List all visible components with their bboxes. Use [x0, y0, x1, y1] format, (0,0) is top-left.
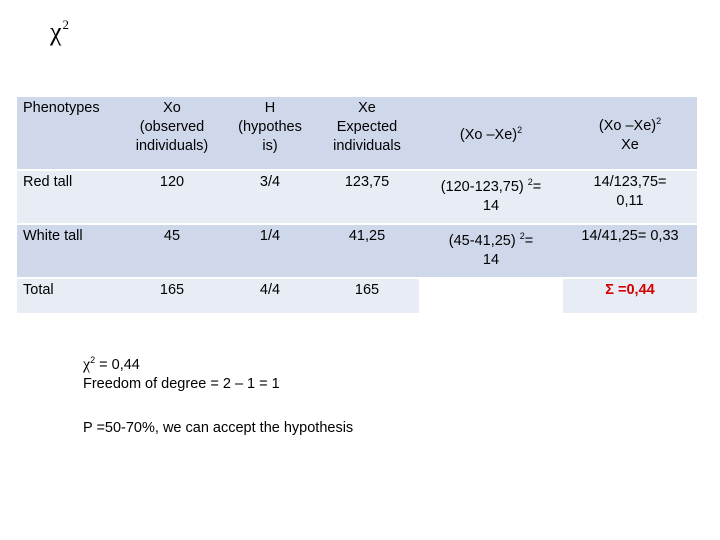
xe-cell: 123,75: [315, 170, 419, 224]
chi-symbol: χ: [50, 17, 62, 46]
phenotype-cell: White tall: [17, 224, 119, 278]
xe-cell: 41,25: [315, 224, 419, 278]
chi-result-line: $\chi^2 = 0,44$: [83, 355, 140, 373]
slide-title: [50, 10, 69, 47]
ratio-cell: 14/41,25= 0,33: [563, 224, 697, 278]
h-cell: 1/4: [225, 224, 315, 278]
table-row: [17, 224, 697, 278]
header-xo: Xo (observed individuals): [119, 97, 225, 170]
title-superscript: 2: [62, 17, 70, 32]
ratio-cell: 14/123,75= 0,11: [563, 170, 697, 224]
total-sum: [563, 278, 697, 314]
sigma-symbol: Σ: [605, 282, 614, 298]
h-cell: 3/4: [225, 170, 315, 224]
total-xe: 165: [315, 278, 419, 314]
total-label: Total: [17, 278, 119, 314]
total-h: 4/4: [225, 278, 315, 314]
chi-square-table: [17, 97, 697, 315]
header-diff-squared: (Xo –Xe)$^2$: [419, 97, 563, 170]
header-ratio: (Xo –Xe)$^2$ Xe: [563, 97, 697, 170]
header-phenotypes: Phenotypes: [17, 97, 119, 170]
xo-cell: 120: [119, 170, 225, 224]
result-notes: [83, 351, 353, 438]
total-empty-cell: [419, 278, 563, 314]
total-xo: 165: [119, 278, 225, 314]
total-row: [17, 278, 697, 314]
table-header-row: [17, 97, 697, 170]
header-xe: Xe Expected individuals: [315, 97, 419, 170]
p-value-line: P =50-70%, we can accept the hypothesis: [83, 420, 354, 436]
diff-squared-cell: (120-123,75) $^2$= 14: [419, 170, 563, 224]
xo-cell: 45: [119, 224, 225, 278]
freedom-line: Freedom of degree = 2 – 1 = 1: [83, 376, 280, 392]
sum-value: =0,44: [618, 282, 655, 298]
table-row: [17, 170, 697, 224]
phenotype-cell: Red tall: [17, 170, 119, 224]
header-h: H (hypothes is): [225, 97, 315, 170]
diff-squared-cell: (45-41,25) $^2$= 14: [419, 224, 563, 278]
